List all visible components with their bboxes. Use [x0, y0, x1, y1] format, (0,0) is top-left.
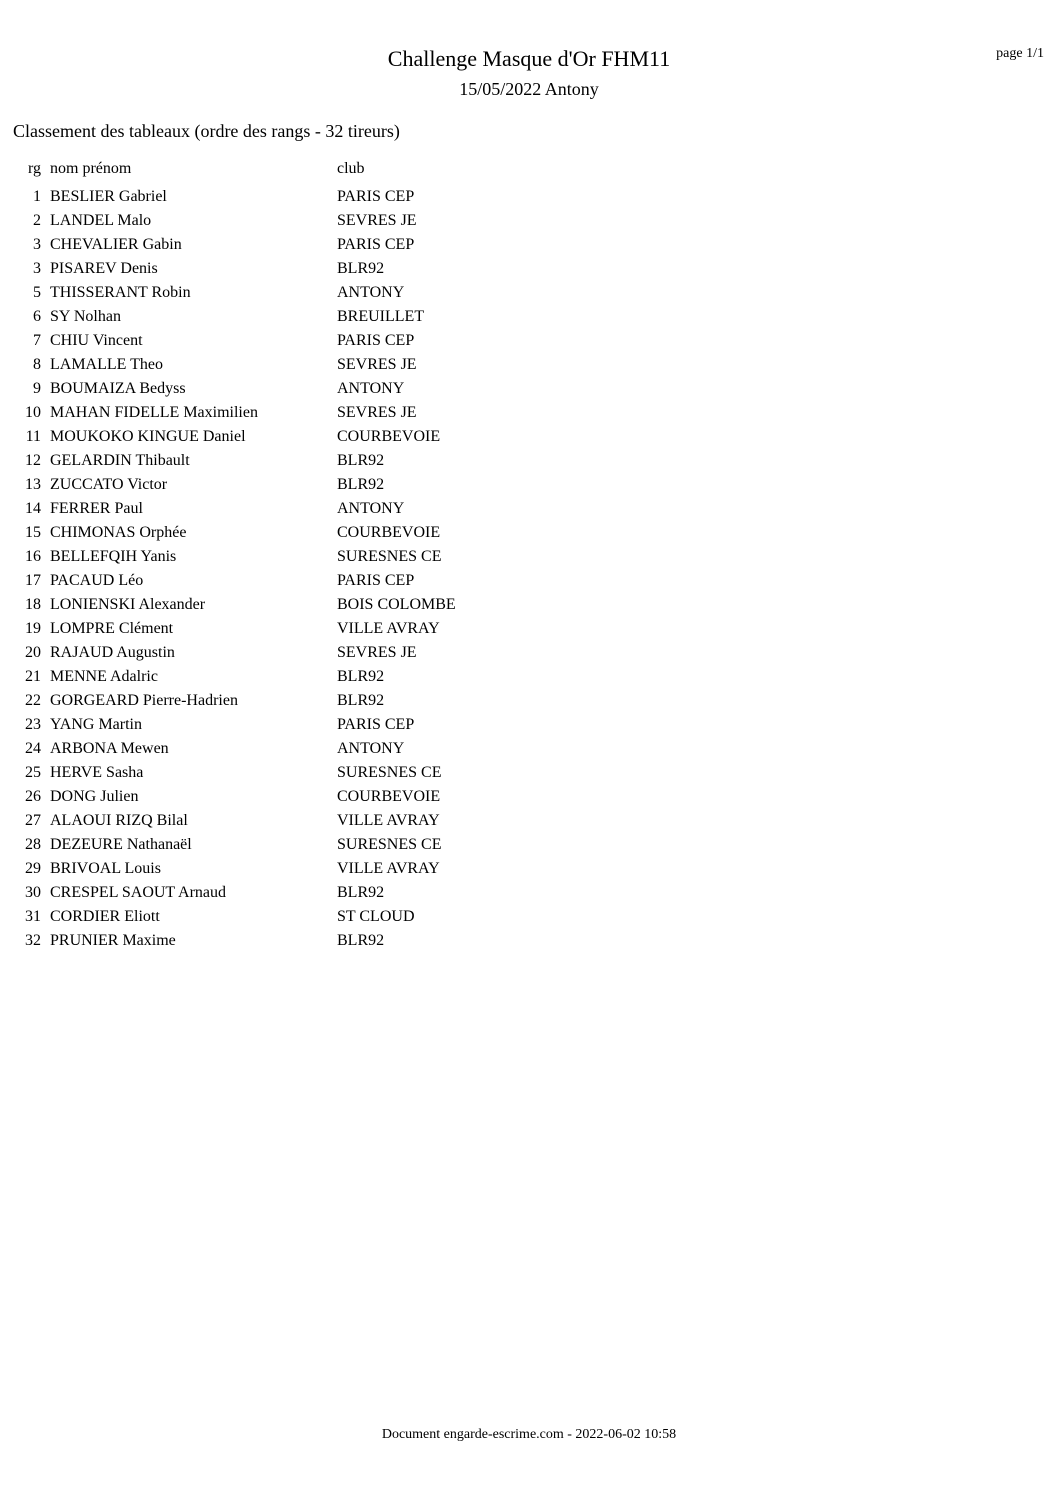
rank-cell: 25 — [25, 764, 41, 781]
name-cell: MOUKOKO KINGUE Daniel — [50, 428, 246, 445]
table-row — [0, 761, 600, 785]
name-cell: PRUNIER Maxime — [50, 932, 176, 949]
club-cell: PARIS CEP — [337, 716, 415, 733]
name-cell: BRIVOAL Louis — [50, 860, 161, 877]
table-row — [0, 929, 600, 953]
table-row — [0, 305, 600, 329]
name-cell: PACAUD Léo — [50, 572, 144, 589]
club-cell: SEVRES JE — [337, 404, 417, 421]
rank-cell: 3 — [33, 260, 41, 277]
table-row — [0, 593, 600, 617]
name-cell: BELLEFQIH Yanis — [50, 548, 177, 565]
rank-cell: 32 — [25, 932, 41, 949]
name-cell: YANG Martin — [50, 716, 142, 733]
table-row — [0, 809, 600, 833]
rank-cell: 31 — [25, 908, 41, 925]
column-header-name: nom prénom — [50, 160, 132, 177]
rank-cell: 14 — [25, 500, 41, 517]
table-row — [0, 497, 600, 521]
rank-cell: 7 — [33, 332, 41, 349]
name-cell: CORDIER Eliott — [50, 908, 160, 925]
rank-cell: 1 — [33, 188, 41, 205]
table-row — [0, 185, 600, 209]
club-cell: VILLE AVRAY — [337, 812, 440, 829]
name-cell: SY Nolhan — [50, 308, 121, 325]
table-row — [0, 857, 600, 881]
name-cell: BESLIER Gabriel — [50, 188, 167, 205]
rank-cell: 30 — [25, 884, 41, 901]
club-cell: PARIS CEP — [337, 572, 415, 589]
club-cell: SEVRES JE — [337, 356, 417, 373]
table-row — [0, 377, 600, 401]
club-cell: SURESNES CE — [337, 764, 442, 781]
club-cell: SURESNES CE — [337, 836, 442, 853]
club-cell: ANTONY — [337, 380, 405, 397]
club-cell: BLR92 — [337, 476, 385, 493]
club-cell: ST CLOUD — [337, 908, 415, 925]
name-cell: FERRER Paul — [50, 500, 143, 517]
rank-cell: 21 — [25, 668, 41, 685]
name-cell: DEZEURE Nathanaël — [50, 836, 192, 853]
club-cell: PARIS CEP — [337, 332, 415, 349]
table-row — [0, 257, 600, 281]
table-row — [0, 833, 600, 857]
club-cell: ANTONY — [337, 284, 405, 301]
name-cell: PISAREV Denis — [50, 260, 158, 277]
name-cell: ZUCCATO Victor — [50, 476, 168, 493]
table-row — [0, 281, 600, 305]
table-row — [0, 545, 600, 569]
table-row — [0, 521, 600, 545]
table-body — [0, 185, 600, 953]
rank-cell: 26 — [25, 788, 41, 805]
rank-cell: 22 — [25, 692, 41, 709]
name-cell: CHEVALIER Gabin — [50, 236, 182, 253]
rank-cell: 3 — [33, 236, 41, 253]
name-cell: DONG Julien — [50, 788, 139, 805]
name-cell: LONIENSKI Alexander — [50, 596, 206, 613]
club-cell: BLR92 — [337, 260, 385, 277]
name-cell: LAMALLE Theo — [50, 356, 164, 373]
club-cell: ANTONY — [337, 500, 405, 517]
rank-cell: 15 — [25, 524, 41, 541]
club-cell: BLR92 — [337, 932, 385, 949]
club-cell: PARIS CEP — [337, 236, 415, 253]
name-cell: RAJAUD Augustin — [50, 644, 175, 661]
section-title: Classement des tableaux (ordre des rangs - 32 tireurs) — [13, 121, 400, 141]
rank-cell: 16 — [25, 548, 41, 565]
document-footer: Document engarde-escrime.com - 2022-06-02 10:58 — [381, 1427, 677, 1442]
name-cell: THISSERANT Robin — [50, 284, 191, 301]
name-cell: ALAOUI RIZQ Bilal — [50, 812, 188, 829]
club-cell: PARIS CEP — [337, 188, 415, 205]
table-row — [0, 737, 600, 761]
table-row — [0, 233, 600, 257]
table-row — [0, 689, 600, 713]
club-cell: BLR92 — [337, 692, 385, 709]
table-row — [0, 329, 600, 353]
rank-cell: 12 — [25, 452, 41, 469]
rank-cell: 29 — [25, 860, 41, 877]
club-cell: BLR92 — [337, 668, 385, 685]
rank-cell: 10 — [25, 404, 41, 421]
table-row — [0, 569, 600, 593]
name-cell: BOUMAIZA Bedyss — [50, 380, 186, 397]
name-cell: HERVE Sasha — [50, 764, 144, 781]
table-row — [0, 449, 600, 473]
club-cell: COURBEVOIE — [337, 428, 441, 445]
name-cell: CHIU Vincent — [50, 332, 143, 349]
name-cell: CHIMONAS Orphée — [50, 524, 187, 541]
name-cell: GORGEARD Pierre-Hadrien — [50, 692, 238, 709]
rank-cell: 8 — [33, 356, 41, 373]
club-cell: SURESNES CE — [337, 548, 442, 565]
table-row — [0, 785, 600, 809]
rank-cell: 5 — [33, 284, 41, 301]
rank-cell: 23 — [25, 716, 41, 733]
table-row — [0, 425, 600, 449]
table-row — [0, 353, 600, 377]
rank-cell: 17 — [25, 572, 41, 589]
club-cell: COURBEVOIE — [337, 524, 441, 541]
ranking-table — [0, 157, 600, 953]
column-header-rank: rg — [27, 160, 41, 177]
rank-cell: 6 — [33, 308, 41, 325]
rank-cell: 20 — [25, 644, 41, 661]
club-cell: BOIS COLOMBE — [337, 596, 456, 613]
rank-cell: 13 — [25, 476, 41, 493]
rank-cell: 2 — [33, 212, 41, 229]
table-row — [0, 905, 600, 929]
club-cell: VILLE AVRAY — [337, 860, 440, 877]
rank-cell: 27 — [25, 812, 41, 829]
club-cell: VILLE AVRAY — [337, 620, 440, 637]
name-cell: MENNE Adalric — [50, 668, 158, 685]
rank-cell: 9 — [33, 380, 41, 397]
name-cell: GELARDIN Thibault — [50, 452, 190, 469]
club-cell: ANTONY — [337, 740, 405, 757]
club-cell: BREUILLET — [337, 308, 425, 325]
table-row — [0, 401, 600, 425]
page-number: page 1/1 — [996, 46, 1044, 61]
club-cell: SEVRES JE — [337, 644, 417, 661]
table-row — [0, 473, 600, 497]
rank-cell: 19 — [25, 620, 41, 637]
document-title: Challenge Masque d'Or FHM11 — [387, 46, 671, 71]
table-row — [0, 713, 600, 737]
club-cell: BLR92 — [337, 884, 385, 901]
table-row — [0, 881, 600, 905]
club-cell: SEVRES JE — [337, 212, 417, 229]
name-cell: LOMPRE Clément — [50, 620, 174, 637]
club-cell: COURBEVOIE — [337, 788, 441, 805]
name-cell: LANDEL Malo — [50, 212, 152, 229]
table-header — [0, 157, 600, 181]
table-row — [0, 617, 600, 641]
column-header-club: club — [337, 160, 365, 177]
name-cell: ARBONA Mewen — [50, 740, 169, 757]
rank-cell: 24 — [25, 740, 41, 757]
name-cell: CRESPEL SAOUT Arnaud — [50, 884, 227, 901]
table-row — [0, 641, 600, 665]
rank-cell: 28 — [25, 836, 41, 853]
rank-cell: 18 — [25, 596, 41, 613]
rank-cell: 11 — [25, 428, 41, 445]
table-row — [0, 665, 600, 689]
table-row — [0, 209, 600, 233]
name-cell: MAHAN FIDELLE Maximilien — [50, 404, 258, 421]
document-subtitle: 15/05/2022 Antony — [459, 79, 599, 99]
club-cell: BLR92 — [337, 452, 385, 469]
